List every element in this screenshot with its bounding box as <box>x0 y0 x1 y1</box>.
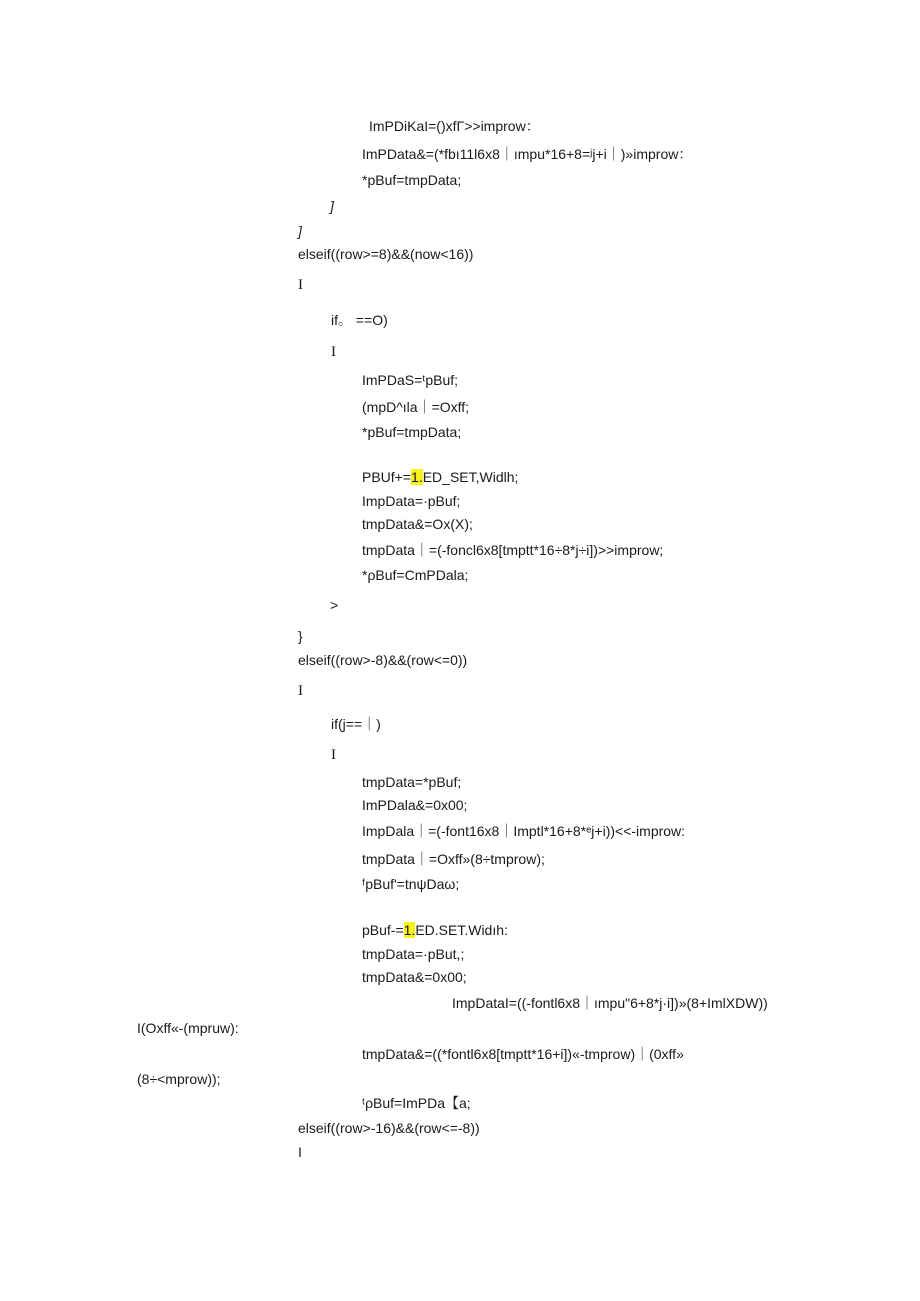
code-line: I <box>298 277 303 293</box>
code-line: ImpDataI=((-fontl6x8｜ımpu"6+8*j·i])»(8+ImlXDW)) <box>452 995 768 1011</box>
code-line: I <box>331 747 336 763</box>
code-line: I <box>298 683 303 699</box>
code-line: if。 ==O) <box>331 312 388 328</box>
code-line: tmpData=*pBuf; <box>362 774 462 790</box>
code-line: elseif((row>-16)&&(row<=-8)) <box>298 1120 480 1136</box>
code-line: (8÷<mprow)); <box>137 1071 221 1087</box>
code-line: if(j==｜) <box>331 716 381 732</box>
code-line: ] <box>298 223 302 239</box>
code-line: ImpData=·pBuf; <box>362 493 461 509</box>
code-line: tmpData｜=Oxff»(8÷tmprow); <box>362 851 545 867</box>
highlight-mark: 1. <box>403 922 416 938</box>
code-line: ImPDala&=0x00; <box>362 797 468 813</box>
code-line: *pBuf=tmpData; <box>362 424 462 440</box>
code-line: ᶠpBuf'=tnψDaω; <box>362 876 460 892</box>
code-line-highlighted: PBUf+=1.ED_SET,Widlh; <box>362 469 519 485</box>
code-line: ] <box>330 198 334 214</box>
code-line: ImPDaS=ᵗpBuf; <box>362 372 459 388</box>
code-line: tmpData&=0x00; <box>362 969 467 985</box>
code-line: I(Oxff«-(mpruw): <box>137 1020 239 1036</box>
highlight-mark: 1. <box>411 469 423 485</box>
code-line: tmpData&=((*fontl6x8[tmptt*16+i])«-tmprow)｜(0xff» <box>362 1046 684 1062</box>
code-line: elseif((row>-8)&&(row<=0)) <box>298 652 468 668</box>
code-line: *pBuf=tmpData; <box>362 172 462 188</box>
code-line: elseif((row>=8)&&(now<16)) <box>298 246 474 262</box>
code-line: *ρBuf=CmPDala; <box>362 567 469 583</box>
code-line: ImpDala｜=(-font16x8｜Imptl*16+8*ᵉj+i))<<-improw: <box>362 823 686 839</box>
code-line: ImPDiKaI=()xfΓ>>improw： <box>369 118 540 134</box>
code-line: ᵗρBuf=ImPDa【a; <box>362 1095 471 1111</box>
code-line-highlighted: pBuf-=1.ED.SET.Widıh: <box>362 922 508 938</box>
code-line: } <box>298 628 303 644</box>
code-line: (mpD^ıla｜=Oxff; <box>362 399 470 415</box>
code-line: tmpData=·pBut,; <box>362 946 465 962</box>
code-line: tmpData&=Ox(X); <box>362 516 473 532</box>
code-line: I <box>331 344 336 360</box>
code-line: tmpData｜=(-foncl6x8[tmptt*16÷8*j÷i])>>improw; <box>362 542 664 558</box>
code-line: ImPData&=(*fbı11l6x8｜ımpu*16+8=ʲj+i｜)»improw： <box>362 146 693 162</box>
code-line: > <box>330 597 339 613</box>
code-line: I <box>298 1144 302 1160</box>
